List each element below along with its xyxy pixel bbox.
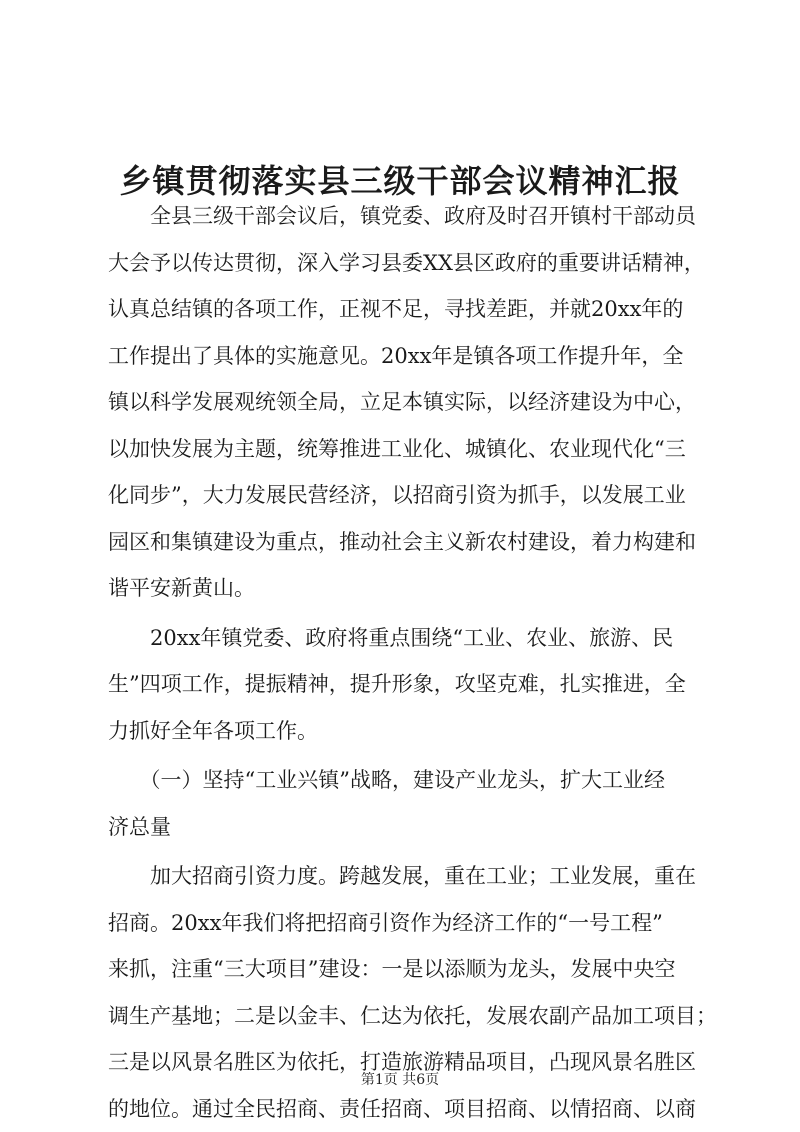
text-line: 全县三级干部会议后，镇党委、政府及时召开镇村干部动员 <box>108 193 708 240</box>
paragraph-focus <box>108 615 708 755</box>
text-line: 大会予以传达贯彻，深入学习县委XX县区政府的重要讲话精神， <box>108 240 708 287</box>
section-heading-industry <box>108 757 708 850</box>
text-line: 镇以科学发展观统领全局，立足本镇实际，以经济建设为中心， <box>108 379 708 426</box>
text-line: 谐平安新黄山。 <box>108 565 708 612</box>
text-line: 化同步”，大力发展民营经济，以招商引资为抓手，以发展工业 <box>108 472 708 519</box>
document-body <box>108 193 708 1132</box>
text-line: 济总量 <box>108 804 708 851</box>
text-line: 工作提出了具体的实施意见。20xx年是镇各项工作提升年，全 <box>108 333 708 380</box>
text-line: 生”四项工作，提振精神，提升形象，攻坚克难，扎实推进，全 <box>108 661 708 708</box>
text-line: 三是以风景名胜区为依托，打造旅游精品项目，凸现风景名胜区 <box>108 1039 708 1086</box>
text-line: 园区和集镇建设为重点，推动社会主义新农村建设，着力构建和 <box>108 519 708 566</box>
text-line: 20xx年镇党委、政府将重点围绕“工业、农业、旅游、民 <box>108 615 708 662</box>
text-line: 来抓，注重“三大项目”建设：一是以添顺为龙头，发展中央空 <box>108 946 708 993</box>
text-line: 力抓好全年各项工作。 <box>108 708 708 755</box>
paragraph-intro <box>108 193 708 612</box>
paragraph-investment <box>108 853 708 1132</box>
text-line: 调生产基地；二是以金丰、仁达为依托，发展农副产品加工项目； <box>108 993 708 1040</box>
text-line: （一）坚持“工业兴镇”战略，建设产业龙头，扩大工业经 <box>108 757 708 804</box>
text-line: 认真总结镇的各项工作，正视不足，寻找差距，并就20xx年的 <box>108 286 708 333</box>
document-title: 乡镇贯彻落实县三级干部会议精神汇报 <box>0 159 800 203</box>
text-line: 以加快发展为主题，统筹推进工业化、城镇化、农业现代化“三 <box>108 426 708 473</box>
page-number-footer: 第1页 共6页 <box>0 1070 800 1090</box>
text-line: 加大招商引资力度。跨越发展，重在工业；工业发展，重在 <box>108 853 708 900</box>
text-line: 招商。20xx年我们将把招商引资作为经济工作的“一号工程” <box>108 900 708 947</box>
text-line: 的地位。通过全民招商、责任招商、项目招商、以情招商、以商 <box>108 1086 708 1132</box>
